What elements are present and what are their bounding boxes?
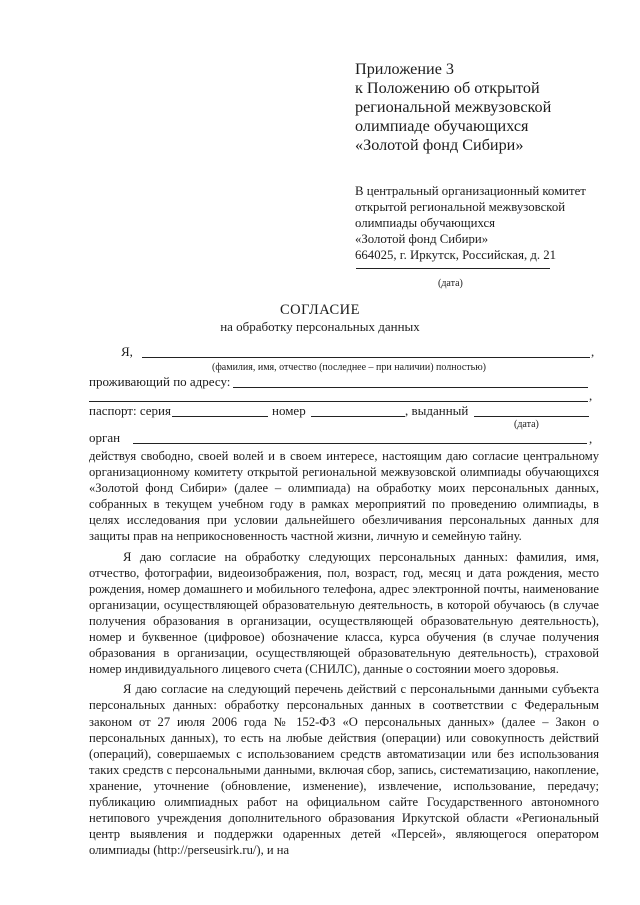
appendix-line: региональной межвузовской bbox=[355, 98, 552, 116]
addressee-line: «Золотой фонд Сибири» bbox=[355, 232, 489, 246]
consent-body bbox=[89, 448, 599, 858]
document-subtitle: на обработку персональных данных bbox=[220, 319, 420, 334]
header-date-field[interactable] bbox=[356, 268, 550, 269]
addressee-block bbox=[355, 183, 625, 263]
appendix-line: к Положению об открытой bbox=[355, 79, 540, 97]
addressee-line: олимпиады обучающихся bbox=[355, 216, 496, 230]
consent-paragraph: действуя свободно, своей волей и в своем интересе, настоящим даю согласие центральному организационному комитету открытой региональной межвузовской олимпиады обучающихся «Золотой фонд Сибири» (далее – олимпиада) на обработку моих персональных данных, собранных в текущем учебном году в рамках мероприятий по проведению олимпиады, в целях исследования при условии дальнейшего обезличивания персональных данных для защиты прав на неприкосновенность частной жизни, личную и семейную тайну. bbox=[89, 449, 599, 544]
consent-paragraph: Я даю согласие на следующий перечень действий с персональными данными субъекта персональных данных: обработку персональных данных в соответствии с Федеральным законом от 27 июля 2006 года № 152-ФЗ «О персональных данных» (далее – Закон о персональных данных), то есть на любые действия (операции) или совокупность действий (операций), совершаемых с использованием средств автоматизации или без использования таких средств с персональными данными, включая сбор, запись, систематизацию, накопление, хранение, уточнение (обновление, изменение), извлечение, использование, передачу; публикацию олимпиадных работ на официальном сайте Государственного автономного нетипового учреждения дополнительного образования Иркутской области «Региональный центр выявления и поддержки одаренных детей «Персей», являющегося оператором олимпиады (http://perseusirk.ru/), и на bbox=[89, 682, 599, 858]
passport-issued-label: , выданный bbox=[405, 403, 469, 418]
addressee-line: В центральный организационный комитет bbox=[355, 184, 586, 198]
passport-series-field[interactable] bbox=[172, 416, 268, 417]
passport-series-label: паспорт: серия bbox=[89, 403, 171, 418]
i-label: Я, bbox=[121, 344, 133, 359]
appendix-header bbox=[355, 60, 625, 155]
passport-issue-date-field[interactable] bbox=[474, 416, 589, 417]
address-comma: , bbox=[589, 388, 593, 403]
appendix-line: Приложение 3 bbox=[355, 60, 455, 78]
organ-label: орган bbox=[89, 430, 121, 445]
appendix-line: олимпиаде обучающихся bbox=[355, 117, 529, 135]
document-title: СОГЛАСИЕ bbox=[279, 302, 361, 318]
address-field[interactable] bbox=[233, 387, 588, 388]
addressee-line: открытой региональной межвузовской bbox=[355, 200, 566, 214]
consent-paragraph: Я даю согласие на обработку следующих персональных данных: фамилия, имя, отчество, фотографии, видеоизображения, пол, возраст, год, месяц и дата рождения, место рождения, номер домашнего и мобильного телефона, адрес электронной почты, наименование организации, осуществляющей образовательную деятельность, в которой обучаюсь (в случае получения образования в организации, осуществляющей образовательную деятельность), номер и буквенное (цифровое) обозначение класса, курса обучения (в случае получения образования в организации, осуществляющей образовательную деятельность), страховой номер индивидуального лицевого счета (СНИЛС), данные о состоянии моего здоровья. bbox=[89, 549, 599, 677]
header-date-caption: (дата) bbox=[438, 278, 463, 289]
address-label: проживающий по адресу: bbox=[89, 374, 231, 389]
name-caption: (фамилия, имя, отчество (последнее – при наличии) полностью) bbox=[212, 362, 487, 373]
addressee-line: 664025, г. Иркутск, Российская, д. 21 bbox=[355, 248, 557, 262]
organ-comma: , bbox=[589, 431, 593, 446]
passport-number-label: номер bbox=[272, 403, 306, 418]
appendix-line: «Золотой фонд Сибири» bbox=[355, 136, 524, 154]
name-comma: , bbox=[591, 344, 595, 359]
passport-date-caption: (дата) bbox=[514, 419, 539, 430]
issuing-organ-field[interactable] bbox=[133, 443, 587, 444]
address-field-line-2[interactable] bbox=[89, 401, 588, 402]
passport-number-field[interactable] bbox=[311, 416, 405, 417]
full-name-field[interactable] bbox=[142, 357, 590, 358]
